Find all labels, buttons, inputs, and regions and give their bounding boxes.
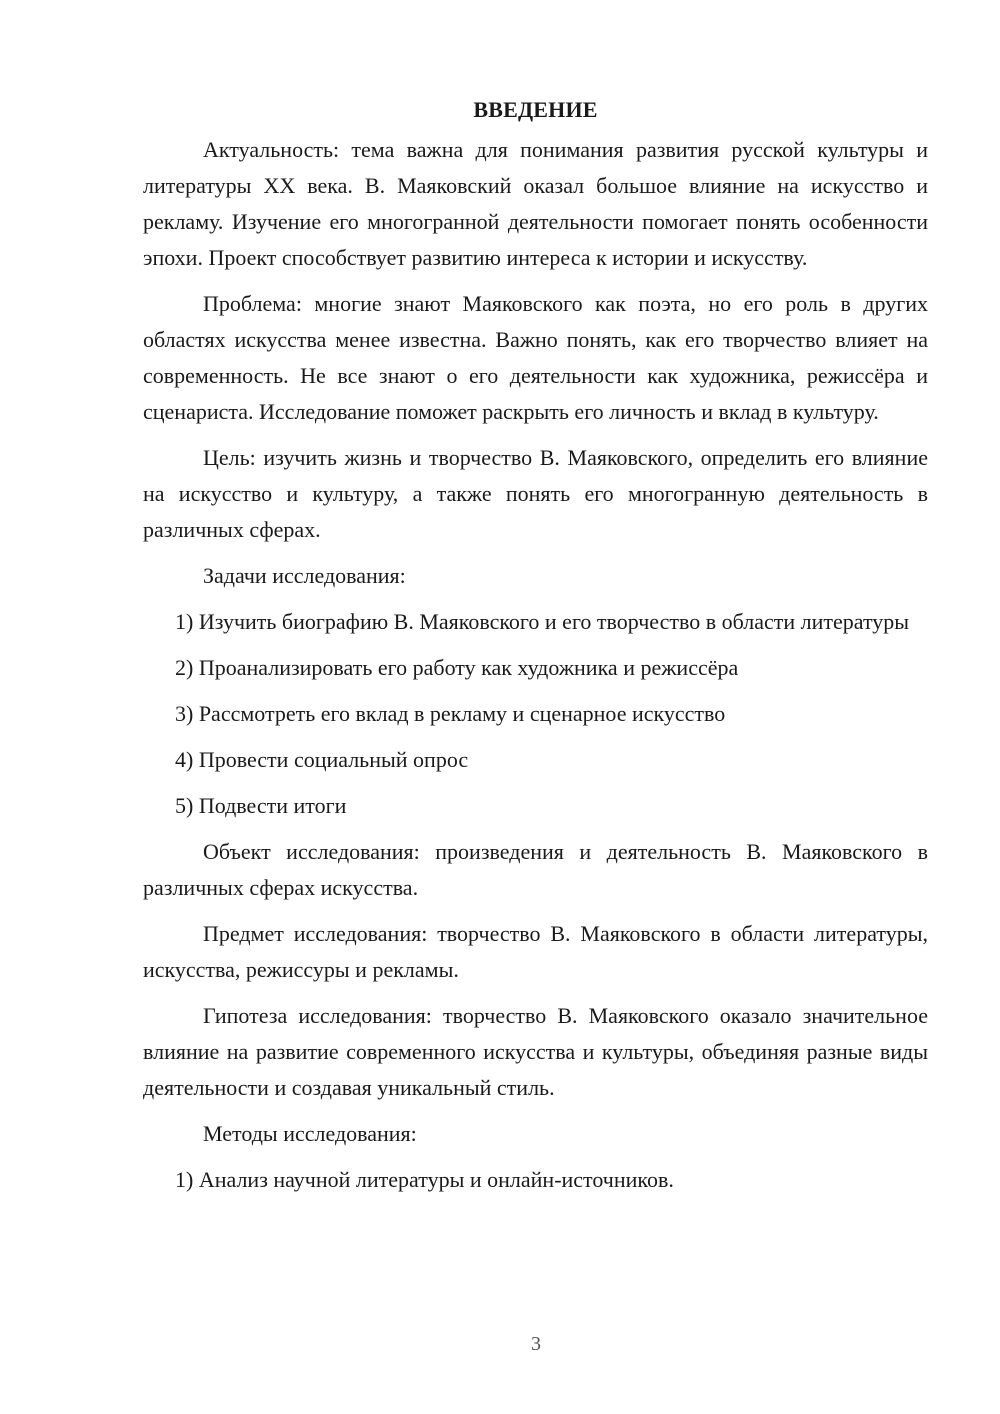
subject-paragraph: Предмет исследования: творчество В. Маяковского в области литературы, искусства, режиссуры и рекламы. <box>143 921 928 982</box>
task-item: 2) Проанализировать его работу как художника и режиссёра <box>175 655 739 680</box>
task-item: 5) Подвести итоги <box>175 793 347 818</box>
task-item: 1) Изучить биографию В. Маяковского и его творчество в области литературы <box>175 609 910 634</box>
goal-paragraph: Цель: изучить жизнь и творчество В. Маяковского, определить его влияние на искусство и культуру, а также понять его многогранную деятельность в различных сферах. <box>143 445 928 542</box>
page-title: ВВЕДЕНИЕ <box>473 97 598 122</box>
document-page <box>143 92 928 1208</box>
tasks-heading: Задачи исследования: <box>203 563 406 588</box>
problem-paragraph: Проблема: многие знают Маяковского как поэта, но его роль в других областях искусства менее известна. Важно понять, как его творчество влияет на современность. Не все знают о его деятельности как художника, режиссёра и сценариста. Исследование поможет раскрыть его личность и вклад в культуру. <box>143 291 928 424</box>
object-paragraph: Объект исследования: произведения и деятельность В. Маяковского в различных сферах искусства. <box>143 839 928 900</box>
task-item: 4) Провести социальный опрос <box>175 747 469 772</box>
hypothesis-paragraph: Гипотеза исследования: творчество В. Маяковского оказало значительное влияние на развитие современного искусства и культуры, объединяя разные виды деятельности и создавая уникальный стиль. <box>143 1003 928 1100</box>
relevance-paragraph: Актуальность: тема важна для понимания развития русской культуры и литературы XX века. В. Маяковский оказал большое влияние на искусство и рекламу. Изучение его многогранной деятельности помогает понять особенности эпохи. Проект способствует развитию интереса к истории и искусству. <box>143 137 928 270</box>
task-item: 3) Рассмотреть его вклад в рекламу и сценарное искусство <box>175 701 726 726</box>
page-number: 3 <box>531 1333 541 1355</box>
method-item: 1) Анализ научной литературы и онлайн-источников. <box>175 1167 674 1192</box>
methods-heading: Методы исследования: <box>203 1121 417 1146</box>
